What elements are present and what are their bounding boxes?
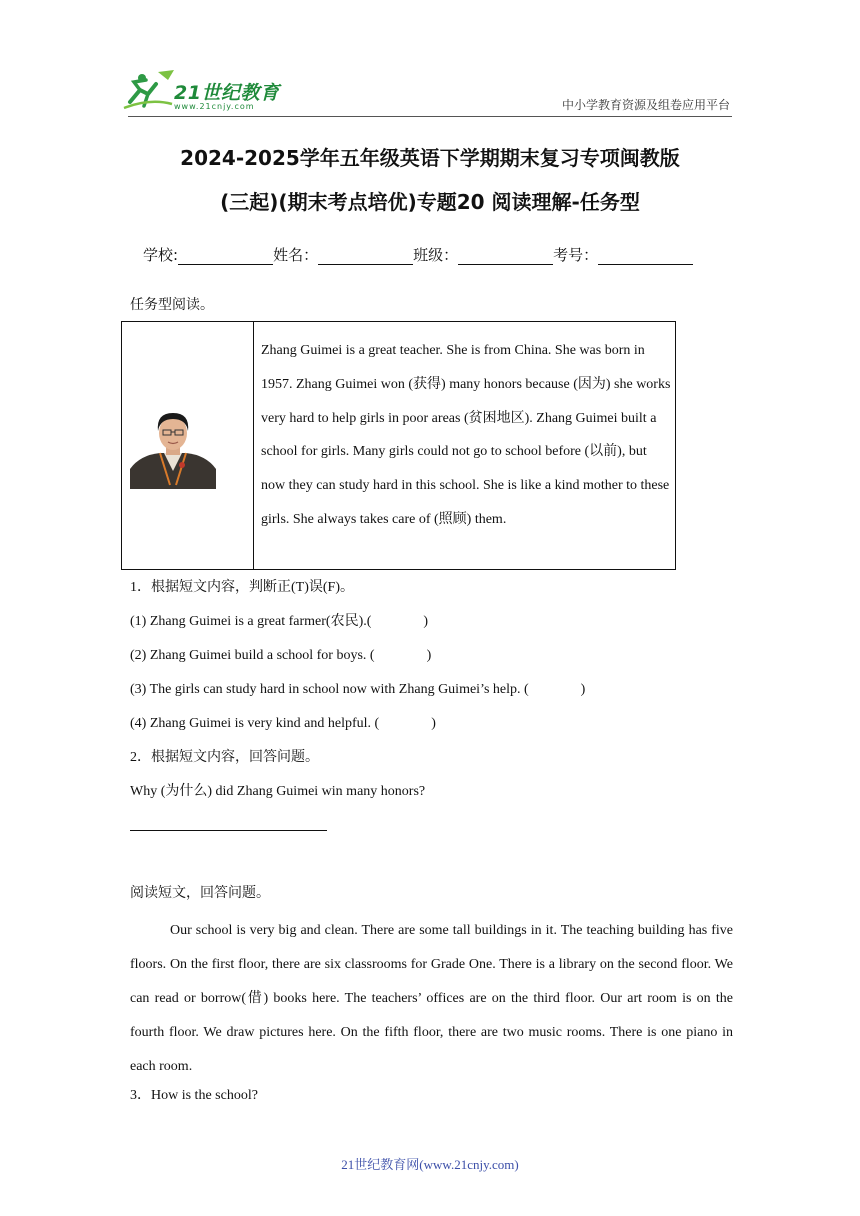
class-label: 班级： <box>413 246 459 264</box>
name-field <box>273 244 413 265</box>
q1-item-text: (1) Zhang Guimei is a great farmer(农民).( <box>130 614 372 629</box>
q3-question: 3．How is the school? <box>130 1088 258 1103</box>
q1-title: 1．根据短文内容，判断正(T)误(F)。 <box>130 580 354 595</box>
passage1-text: Zhang Guimei is a great teacher. She is from China. She was born in 1957. Zhang Guimei won (获得) many honors because (因为) she works very hard to help girls in poor areas (贫困地区). Zhang Guimei built a school for girls. Many girls could not go to school before (以前), but now they can study hard in this school. She is like a kind mother to these girls. She always takes care of (照顾) them. <box>261 343 671 527</box>
passage2-text: Our school is very big and clean. There are some tall buildings in it. The teaching building has five floors. On the first floor, there are six classrooms for Grade One. There is a library on the second floor. We can read or borrow(借) books here. The teachers’ offices are on the third floor. Our art room is on the fourth floor. We draw pictures here. On the fifth floor, there are two music rooms. There is one piano in each room. <box>130 923 733 1074</box>
school-field <box>143 244 273 265</box>
school-label: 学校: <box>143 246 179 264</box>
close-paren: ) <box>423 614 429 629</box>
close-paren: ) <box>426 648 432 663</box>
school-blank[interactable] <box>178 248 273 265</box>
page-title-line1: 2024-2025学年五年级英语下学期期末复习专项闽教版 <box>180 146 680 170</box>
passage-table <box>121 321 676 570</box>
header-divider <box>128 116 732 117</box>
q1-item <box>130 680 585 700</box>
teacher-photo-icon <box>130 405 216 489</box>
close-paren: ) <box>431 716 436 731</box>
number-field <box>553 244 693 265</box>
photo-cell <box>122 322 254 569</box>
student-info-row <box>143 244 693 265</box>
platform-label: 中小学教育资源及组卷应用平台 <box>561 98 730 112</box>
class-field <box>413 244 553 265</box>
q2-question: Why (为什么) did Zhang Guimei win many honors? <box>130 784 426 799</box>
q1-item <box>130 714 436 734</box>
q1-item <box>130 612 428 632</box>
class-blank[interactable] <box>458 248 553 265</box>
number-blank[interactable] <box>598 248 693 265</box>
q1-item-text: (4) Zhang Guimei is very kind and helpful. ( <box>130 716 380 731</box>
name-label: 姓名： <box>273 246 319 264</box>
section2-heading: 阅读短文，回答问题。 <box>130 886 270 901</box>
q1-item-text: (3) The girls can study hard in school now with Zhang Guimei’s help. ( <box>130 682 529 697</box>
q1-item <box>130 646 431 666</box>
q1-item-text: (2) Zhang Guimei build a school for boys. ( <box>130 648 375 663</box>
q2-title: 2．根据短文内容，回答问题。 <box>130 750 319 765</box>
footer-text: 21世纪教育网(www.21cnjy.com) <box>341 1157 519 1172</box>
logo-text: 21世纪教育 <box>174 82 280 104</box>
section1-heading: 任务型阅读。 <box>130 297 214 313</box>
number-label: 考号： <box>553 246 599 264</box>
close-paren: ) <box>580 682 586 697</box>
name-blank[interactable] <box>318 248 413 265</box>
page-title-line2: (三起)(期末考点培优)专题20 阅读理解-任务型 <box>220 190 640 214</box>
answer-line[interactable] <box>130 830 327 831</box>
logo-url: www.21cnjy.com <box>174 102 255 111</box>
